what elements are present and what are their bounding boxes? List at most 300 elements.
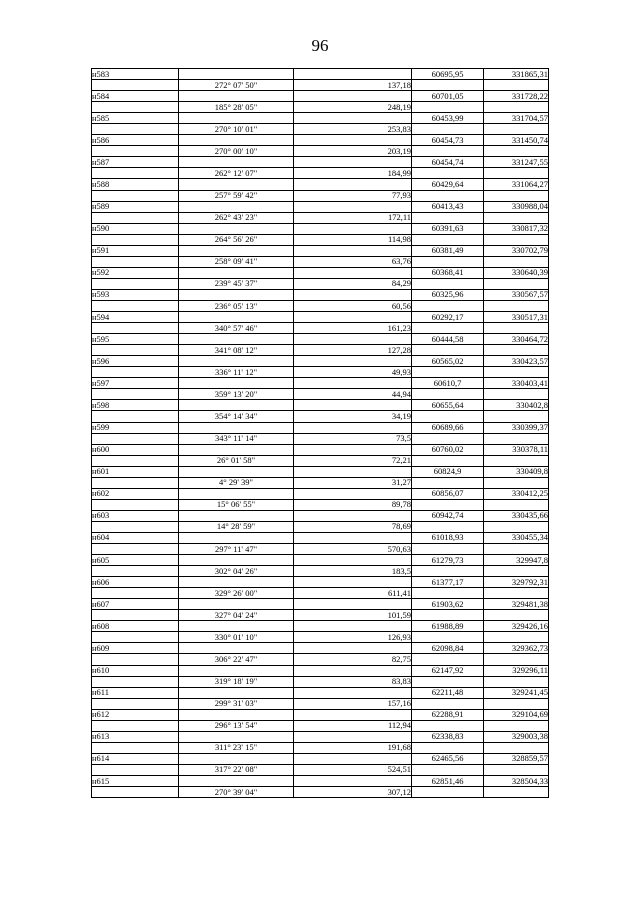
empty-cell <box>412 676 484 687</box>
segment-row <box>92 323 549 334</box>
segment-row <box>92 455 549 466</box>
direction-angle: 4° 29' 39" <box>179 477 294 488</box>
point-row <box>92 289 549 300</box>
empty-cell <box>179 245 294 256</box>
point-name: н596 <box>92 356 179 367</box>
empty-cell <box>179 555 294 566</box>
point-name: н602 <box>92 488 179 499</box>
point-row <box>92 356 549 367</box>
empty-cell <box>294 400 412 411</box>
point-row <box>92 91 549 102</box>
y-coordinate: 330640,39 <box>484 267 549 278</box>
direction-angle: 354° 14' 34" <box>179 411 294 422</box>
point-name: н610 <box>92 665 179 676</box>
y-coordinate: 328504,33 <box>484 776 549 787</box>
point-name: н603 <box>92 510 179 521</box>
x-coordinate: 62288,91 <box>412 709 484 720</box>
point-row <box>92 776 549 787</box>
segment-row <box>92 720 549 731</box>
empty-cell <box>412 367 484 378</box>
empty-cell <box>484 764 549 775</box>
empty-cell <box>484 389 549 400</box>
empty-cell <box>294 643 412 654</box>
empty-cell <box>179 665 294 676</box>
y-coordinate: 330409,8 <box>484 466 549 477</box>
segment-row <box>92 212 549 223</box>
point-row <box>92 753 549 764</box>
empty-cell <box>179 488 294 499</box>
coordinates-table <box>91 68 549 798</box>
empty-cell <box>294 223 412 234</box>
empty-cell <box>294 687 412 698</box>
segment-length: 570,63 <box>294 544 412 555</box>
empty-cell <box>484 234 549 245</box>
point-row <box>92 113 549 124</box>
y-coordinate: 330403,41 <box>484 378 549 389</box>
empty-cell <box>294 267 412 278</box>
empty-cell <box>179 69 294 80</box>
point-name: н595 <box>92 334 179 345</box>
empty-cell <box>412 323 484 334</box>
empty-cell <box>92 764 179 775</box>
empty-cell <box>179 91 294 102</box>
segment-length: 127,28 <box>294 345 412 356</box>
x-coordinate: 60610,7 <box>412 378 484 389</box>
empty-cell <box>92 300 179 311</box>
point-row <box>92 179 549 190</box>
direction-angle: 270° 10' 01" <box>179 124 294 135</box>
empty-cell <box>484 499 549 510</box>
empty-cell <box>179 621 294 632</box>
empty-cell <box>484 676 549 687</box>
empty-cell <box>92 566 179 577</box>
empty-cell <box>92 124 179 135</box>
empty-cell <box>484 278 549 289</box>
empty-cell <box>412 544 484 555</box>
empty-cell <box>412 764 484 775</box>
empty-cell <box>92 588 179 599</box>
empty-cell <box>294 289 412 300</box>
point-name: н590 <box>92 223 179 234</box>
direction-angle: 185° 28' 05" <box>179 102 294 113</box>
y-coordinate: 331865,31 <box>484 69 549 80</box>
empty-cell <box>294 312 412 323</box>
y-coordinate: 330402,8 <box>484 400 549 411</box>
segment-length: 114,98 <box>294 234 412 245</box>
empty-cell <box>484 477 549 488</box>
direction-angle: 272° 07' 50" <box>179 80 294 91</box>
empty-cell <box>412 566 484 577</box>
empty-cell <box>294 422 412 433</box>
x-coordinate: 62851,46 <box>412 776 484 787</box>
empty-cell <box>92 676 179 687</box>
direction-angle: 330° 01' 10" <box>179 632 294 643</box>
point-name: н589 <box>92 201 179 212</box>
empty-cell <box>484 566 549 577</box>
segment-row <box>92 80 549 91</box>
x-coordinate: 62338,83 <box>412 731 484 742</box>
empty-cell <box>484 367 549 378</box>
empty-cell <box>484 146 549 157</box>
empty-cell <box>412 521 484 532</box>
empty-cell <box>294 157 412 168</box>
empty-cell <box>484 411 549 422</box>
empty-cell <box>412 499 484 510</box>
segment-row <box>92 168 549 179</box>
empty-cell <box>92 787 179 798</box>
segment-length: 78,69 <box>294 521 412 532</box>
direction-angle: 297° 11' 47" <box>179 544 294 555</box>
segment-length: 126,93 <box>294 632 412 643</box>
empty-cell <box>412 720 484 731</box>
direction-angle: 343° 11' 14" <box>179 433 294 444</box>
point-row <box>92 444 549 455</box>
empty-cell <box>179 201 294 212</box>
empty-cell <box>484 212 549 223</box>
y-coordinate: 330517,31 <box>484 312 549 323</box>
x-coordinate: 60413,43 <box>412 201 484 212</box>
point-row <box>92 400 549 411</box>
direction-angle: 317° 22' 08" <box>179 764 294 775</box>
segment-length: 611,41 <box>294 588 412 599</box>
segment-row <box>92 389 549 400</box>
empty-cell <box>92 323 179 334</box>
x-coordinate: 60454,74 <box>412 157 484 168</box>
empty-cell <box>92 720 179 731</box>
point-name: н583 <box>92 69 179 80</box>
empty-cell <box>484 323 549 334</box>
point-name: н600 <box>92 444 179 455</box>
y-coordinate: 330988,04 <box>484 201 549 212</box>
empty-cell <box>179 599 294 610</box>
point-row <box>92 621 549 632</box>
segment-length: 183,5 <box>294 566 412 577</box>
direction-angle: 302° 04' 26" <box>179 566 294 577</box>
empty-cell <box>484 610 549 621</box>
direction-angle: 327° 04' 24" <box>179 610 294 621</box>
empty-cell <box>484 80 549 91</box>
point-row <box>92 687 549 698</box>
empty-cell <box>92 256 179 267</box>
empty-cell <box>294 378 412 389</box>
segment-length: 112,94 <box>294 720 412 731</box>
point-row <box>92 157 549 168</box>
segment-length: 524,51 <box>294 764 412 775</box>
empty-cell <box>92 234 179 245</box>
empty-cell <box>92 80 179 91</box>
empty-cell <box>92 146 179 157</box>
empty-cell <box>179 267 294 278</box>
y-coordinate: 330412,25 <box>484 488 549 499</box>
empty-cell <box>294 621 412 632</box>
empty-cell <box>92 742 179 753</box>
direction-angle: 262° 43' 23" <box>179 212 294 223</box>
empty-cell <box>294 245 412 256</box>
empty-cell <box>179 179 294 190</box>
point-name: н599 <box>92 422 179 433</box>
empty-cell <box>484 102 549 113</box>
empty-cell <box>294 135 412 146</box>
x-coordinate: 61018,93 <box>412 532 484 543</box>
x-coordinate: 60565,02 <box>412 356 484 367</box>
empty-cell <box>294 356 412 367</box>
x-coordinate: 60453,99 <box>412 113 484 124</box>
segment-length: 157,16 <box>294 698 412 709</box>
x-coordinate: 60701,05 <box>412 91 484 102</box>
empty-cell <box>484 168 549 179</box>
empty-cell <box>484 300 549 311</box>
empty-cell <box>412 190 484 201</box>
x-coordinate: 62465,56 <box>412 753 484 764</box>
empty-cell <box>412 588 484 599</box>
direction-angle: 264° 56' 26" <box>179 234 294 245</box>
point-name: н612 <box>92 709 179 720</box>
segment-row <box>92 300 549 311</box>
point-row <box>92 665 549 676</box>
segment-row <box>92 499 549 510</box>
segment-row <box>92 256 549 267</box>
point-name: н607 <box>92 599 179 610</box>
point-name: н592 <box>92 267 179 278</box>
segment-length: 77,93 <box>294 190 412 201</box>
segment-row <box>92 610 549 621</box>
x-coordinate: 60655,64 <box>412 400 484 411</box>
y-coordinate: 329296,11 <box>484 665 549 676</box>
point-row <box>92 312 549 323</box>
empty-cell <box>179 135 294 146</box>
empty-cell <box>179 422 294 433</box>
point-row <box>92 245 549 256</box>
direction-angle: 236° 05' 13" <box>179 300 294 311</box>
x-coordinate: 62211,48 <box>412 687 484 698</box>
x-coordinate: 60292,17 <box>412 312 484 323</box>
empty-cell <box>179 643 294 654</box>
empty-cell <box>484 256 549 267</box>
empty-cell <box>412 433 484 444</box>
empty-cell <box>294 510 412 521</box>
y-coordinate: 331728,22 <box>484 91 549 102</box>
x-coordinate: 60429,64 <box>412 179 484 190</box>
x-coordinate: 60942,74 <box>412 510 484 521</box>
point-name: н604 <box>92 532 179 543</box>
segment-length: 72,21 <box>294 455 412 466</box>
empty-cell <box>294 113 412 124</box>
direction-angle: 257° 59' 42" <box>179 190 294 201</box>
y-coordinate: 330378,11 <box>484 444 549 455</box>
segment-row <box>92 124 549 135</box>
empty-cell <box>412 278 484 289</box>
empty-cell <box>92 654 179 665</box>
x-coordinate: 61988,89 <box>412 621 484 632</box>
empty-cell <box>92 544 179 555</box>
segment-row <box>92 477 549 488</box>
empty-cell <box>179 334 294 345</box>
empty-cell <box>92 278 179 289</box>
empty-cell <box>92 632 179 643</box>
point-name: н613 <box>92 731 179 742</box>
point-name: н594 <box>92 312 179 323</box>
empty-cell <box>179 356 294 367</box>
point-name: н586 <box>92 135 179 146</box>
segment-length: 184,99 <box>294 168 412 179</box>
point-row <box>92 69 549 80</box>
direction-angle: 311° 23' 15" <box>179 742 294 753</box>
direction-angle: 26° 01' 58" <box>179 455 294 466</box>
y-coordinate: 329792,31 <box>484 577 549 588</box>
point-row <box>92 201 549 212</box>
empty-cell <box>92 411 179 422</box>
segment-length: 82,75 <box>294 654 412 665</box>
empty-cell <box>92 433 179 444</box>
empty-cell <box>92 698 179 709</box>
y-coordinate: 329426,16 <box>484 621 549 632</box>
empty-cell <box>179 157 294 168</box>
empty-cell <box>484 124 549 135</box>
segment-length: 84,29 <box>294 278 412 289</box>
segment-row <box>92 698 549 709</box>
point-row <box>92 709 549 720</box>
empty-cell <box>412 102 484 113</box>
y-coordinate: 330399,37 <box>484 422 549 433</box>
empty-cell <box>484 720 549 731</box>
x-coordinate: 60454,73 <box>412 135 484 146</box>
point-name: н608 <box>92 621 179 632</box>
x-coordinate: 60695,95 <box>412 69 484 80</box>
empty-cell <box>294 555 412 566</box>
segment-length: 101,59 <box>294 610 412 621</box>
empty-cell <box>412 389 484 400</box>
direction-angle: 329° 26' 00" <box>179 588 294 599</box>
empty-cell <box>294 444 412 455</box>
y-coordinate: 330464,72 <box>484 334 549 345</box>
point-name: н605 <box>92 555 179 566</box>
empty-cell <box>92 389 179 400</box>
direction-angle: 270° 00' 10" <box>179 146 294 157</box>
empty-cell <box>294 665 412 676</box>
point-name: н606 <box>92 577 179 588</box>
x-coordinate: 61903,62 <box>412 599 484 610</box>
empty-cell <box>412 80 484 91</box>
empty-cell <box>294 753 412 764</box>
empty-cell <box>484 787 549 798</box>
point-row <box>92 510 549 521</box>
segment-length: 191,68 <box>294 742 412 753</box>
segment-length: 307,12 <box>294 787 412 798</box>
empty-cell <box>179 466 294 477</box>
segment-row <box>92 787 549 798</box>
empty-cell <box>412 610 484 621</box>
empty-cell <box>484 544 549 555</box>
y-coordinate: 330455,34 <box>484 532 549 543</box>
empty-cell <box>179 312 294 323</box>
empty-cell <box>179 753 294 764</box>
direction-angle: 262° 12' 07" <box>179 168 294 179</box>
empty-cell <box>412 124 484 135</box>
empty-cell <box>92 521 179 532</box>
point-name: н609 <box>92 643 179 654</box>
empty-cell <box>484 698 549 709</box>
x-coordinate: 61279,73 <box>412 555 484 566</box>
segment-row <box>92 190 549 201</box>
empty-cell <box>484 588 549 599</box>
empty-cell <box>92 455 179 466</box>
empty-cell <box>92 168 179 179</box>
x-coordinate: 60391,63 <box>412 223 484 234</box>
segment-length: 63,76 <box>294 256 412 267</box>
x-coordinate: 60760,02 <box>412 444 484 455</box>
empty-cell <box>179 776 294 787</box>
empty-cell <box>412 168 484 179</box>
segment-row <box>92 278 549 289</box>
segment-row <box>92 742 549 753</box>
segment-length: 137,18 <box>294 80 412 91</box>
page-number: 96 <box>311 36 329 55</box>
empty-cell <box>179 444 294 455</box>
empty-cell <box>484 190 549 201</box>
empty-cell <box>92 102 179 113</box>
segment-row <box>92 676 549 687</box>
empty-cell <box>179 532 294 543</box>
point-name: н584 <box>92 91 179 102</box>
empty-cell <box>412 742 484 753</box>
empty-cell <box>92 477 179 488</box>
y-coordinate: 329104,69 <box>484 709 549 720</box>
point-row <box>92 643 549 654</box>
point-row <box>92 731 549 742</box>
point-row <box>92 577 549 588</box>
direction-angle: 340° 57' 46" <box>179 323 294 334</box>
point-name: н614 <box>92 753 179 764</box>
y-coordinate: 329947,8 <box>484 555 549 566</box>
direction-angle: 359° 13' 20" <box>179 389 294 400</box>
x-coordinate: 60856,07 <box>412 488 484 499</box>
x-coordinate: 60381,49 <box>412 245 484 256</box>
point-row <box>92 267 549 278</box>
point-name: н593 <box>92 289 179 300</box>
empty-cell <box>179 400 294 411</box>
y-coordinate: 330435,66 <box>484 510 549 521</box>
empty-cell <box>294 731 412 742</box>
empty-cell <box>294 488 412 499</box>
empty-cell <box>294 599 412 610</box>
empty-cell <box>294 776 412 787</box>
segment-length: 253,83 <box>294 124 412 135</box>
point-row <box>92 488 549 499</box>
direction-angle: 15° 06' 55" <box>179 499 294 510</box>
point-name: н598 <box>92 400 179 411</box>
point-name: н601 <box>92 466 179 477</box>
direction-angle: 319° 18' 19" <box>179 676 294 687</box>
direction-angle: 296° 13' 54" <box>179 720 294 731</box>
empty-cell <box>412 345 484 356</box>
point-row <box>92 135 549 146</box>
y-coordinate: 329362,73 <box>484 643 549 654</box>
direction-angle: 341° 08' 12" <box>179 345 294 356</box>
point-name: н597 <box>92 378 179 389</box>
segment-length: 49,93 <box>294 367 412 378</box>
point-row <box>92 466 549 477</box>
empty-cell <box>412 256 484 267</box>
empty-cell <box>92 212 179 223</box>
x-coordinate: 60824,9 <box>412 466 484 477</box>
empty-cell <box>294 179 412 190</box>
empty-cell <box>484 654 549 665</box>
segment-row <box>92 588 549 599</box>
segment-length: 161,23 <box>294 323 412 334</box>
segment-length: 44,94 <box>294 389 412 400</box>
empty-cell <box>294 201 412 212</box>
segment-row <box>92 654 549 665</box>
